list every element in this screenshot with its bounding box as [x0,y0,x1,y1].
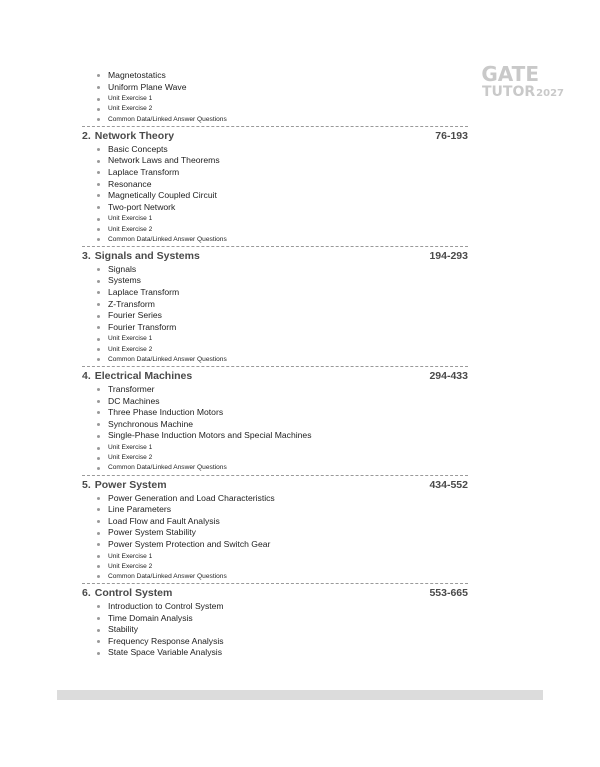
exercise-item-label: Unit Exercise 1 [108,95,153,103]
topic-item-label: Synchronous Machine [108,418,194,429]
topic-list [82,601,468,659]
section-title: Signals and Systems [94,249,200,262]
topic-item-label: Uniform Plane Wave [108,81,187,92]
section-page-range: 434-552 [429,478,468,491]
section-title-group [82,586,172,601]
topic-item [82,299,468,311]
section-title: Power System [94,478,167,491]
bullet-icon [97,400,100,403]
topic-item-label: Line Parameters [108,504,172,515]
topic-item-label: Laplace Transform [108,287,180,298]
logo-line-1: GATE [481,62,539,86]
bullet-icon [97,423,100,426]
bullet-icon [97,411,100,414]
exercise-item-label: Common Data/Linked Answer Questions [108,115,227,123]
exercise-item-label: Common Data/Linked Answer Questions [108,464,227,472]
topic-item [82,493,468,505]
bullet-icon [97,457,100,460]
topic-item-label: Single-Phase Induction Motors and Special Machines [108,430,312,441]
section-title: Electrical Machines [94,370,193,382]
intro-section [82,70,468,127]
section-title-group [82,129,174,144]
bullet-icon [97,543,100,546]
section-page-range: 194-293 [429,249,468,262]
bullet-icon [97,358,100,361]
toc-section [82,249,468,367]
bullet-icon [97,447,100,450]
bullet-icon [97,640,100,643]
bullet-icon [97,388,100,391]
section-divider [82,583,468,584]
bullet-icon [97,565,100,568]
exercise-item-label: Common Data/Linked Answer Questions [108,355,227,363]
logo-year: 2027 [536,88,564,99]
bullet-icon [97,575,100,578]
exercise-item-label: Unit Exercise 2 [108,454,153,462]
section-number: 2. [82,129,91,142]
exercise-item [82,235,468,245]
logo-line-2 [474,85,564,99]
topic-item [82,430,468,442]
section-divider [82,246,468,247]
exercise-item-label: Unit Exercise 1 [108,552,153,560]
toc-section [82,478,468,585]
bullet-icon [97,74,100,77]
exercise-item [82,572,468,582]
topic-item [82,516,468,528]
topic-item [82,624,468,636]
bullet-icon [97,326,100,329]
section-divider [82,126,468,127]
topic-item [82,310,468,322]
bullet-icon [97,497,100,500]
topic-item-label: Load Flow and Fault Analysis [108,515,220,526]
section-heading [82,586,468,601]
topic-item [82,202,468,214]
topic-item-label: Two-port Network [108,201,176,212]
sections-container [82,129,468,659]
section-title: Control System [94,587,173,600]
bullet-icon [97,118,100,121]
bullet-icon [97,652,100,655]
topic-item-label: Power System Protection and Switch Gear [108,538,271,549]
topic-item [82,407,468,419]
topic-item-label: DC Machines [108,395,160,406]
topic-item [82,190,468,202]
bullet-icon [97,218,100,221]
section-page-range: 553-665 [429,587,468,600]
footer-bar [57,690,543,700]
topic-item [82,636,468,648]
topic-item-label: Resonance [108,178,152,189]
topic-item [82,82,468,94]
bullet-icon [97,194,100,197]
topic-item-label: Z-Transform [108,298,155,309]
section-title-group [82,249,200,264]
toc-section [82,369,468,476]
exercise-item-label: Unit Exercise 2 [108,345,153,353]
bullet-icon [97,206,100,209]
bullet-icon [97,148,100,151]
topic-item-label: Time Domain Analysis [108,612,193,623]
topic-item [82,504,468,516]
topic-item [82,396,468,408]
section-divider [82,366,468,367]
section-title-group [82,369,192,384]
exercise-item-label: Unit Exercise 1 [108,215,153,223]
bullet-icon [97,160,100,163]
exercise-item [82,552,468,562]
topic-item [82,601,468,613]
bullet-icon [97,291,100,294]
exercise-list [82,552,468,583]
topic-item [82,613,468,625]
topic-item-label: Network Laws and Theorems [108,155,220,166]
bullet-icon [97,303,100,306]
topic-list [82,493,468,551]
exercise-item [82,453,468,463]
brand-logo [474,64,564,99]
topic-item [82,264,468,276]
exercise-item [82,355,468,365]
topic-item [82,322,468,334]
section-page-range: 294-433 [429,370,468,382]
section-title: Network Theory [94,129,175,142]
bullet-icon [97,315,100,318]
topic-list [82,384,468,442]
bullet-icon [97,508,100,511]
bullet-icon [97,532,100,535]
exercise-item-label: Common Data/Linked Answer Questions [108,235,227,243]
section-page-range: 76-193 [435,129,468,142]
section-heading [82,129,468,144]
topic-item [82,275,468,287]
bullet-icon [97,238,100,241]
bullet-icon [97,338,100,341]
exercise-item [82,94,468,104]
section-number: 4. [82,370,91,382]
exercise-item-label: Unit Exercise 1 [108,443,153,451]
exercise-item [82,115,468,125]
topic-item-label: Introduction to Control System [108,601,224,612]
topic-item-label: Systems [108,275,141,286]
topic-item-label: Fourier Transform [108,321,177,332]
bullet-icon [97,98,100,101]
topic-item-label: Basic Concepts [108,143,168,154]
toc-section [82,129,468,247]
bullet-icon [97,520,100,523]
topic-item [82,419,468,431]
topic-item-label: Magnetically Coupled Circuit [108,190,217,201]
exercise-item-label: Unit Exercise 2 [108,562,153,570]
topic-item-label: Magnetostatics [108,70,166,80]
section-heading [82,249,468,264]
bullet-icon [97,617,100,620]
section-divider [82,475,468,476]
exercise-item [82,463,468,473]
exercise-item [82,443,468,453]
section-number: 6. [82,587,91,600]
topic-item-label: Frequency Response Analysis [108,635,224,646]
section-number: 5. [82,478,91,491]
exercise-item [82,104,468,114]
section-heading [82,478,468,493]
topic-item [82,287,468,299]
topic-item [82,384,468,396]
intro-topic-list [82,70,468,93]
topic-item-label: State Space Variable Analysis [108,647,223,658]
topic-item [82,155,468,167]
bullet-icon [97,605,100,608]
exercise-list [82,214,468,245]
topic-list [82,264,468,334]
exercise-item [82,345,468,355]
section-number: 3. [82,249,91,262]
bullet-icon [97,555,100,558]
topic-item-label: Stability [108,624,139,635]
bullet-icon [97,467,100,470]
logo-word: TUTOR [482,84,536,100]
topic-item [82,167,468,179]
bullet-icon [97,171,100,174]
bullet-icon [97,435,100,438]
topic-item-label: Power Generation and Load Characteristics [108,492,275,503]
topic-item-label: Transformer [108,384,155,394]
topic-item [82,144,468,156]
bullet-icon [97,108,100,111]
intro-exercise-list [82,94,468,125]
exercise-item-label: Unit Exercise 2 [108,105,153,113]
exercise-item [82,562,468,572]
topic-item-label: Three Phase Induction Motors [108,407,224,418]
bullet-icon [97,183,100,186]
bullet-icon [97,268,100,271]
topic-item-label: Power System Stability [108,527,196,538]
exercise-item [82,225,468,235]
toc-section [82,586,468,659]
topic-item [82,539,468,551]
bullet-icon [97,348,100,351]
bullet-icon [97,629,100,632]
exercise-item [82,334,468,344]
bullet-icon [97,280,100,283]
topic-item-label: Signals [108,263,137,274]
exercise-item-label: Common Data/Linked Answer Questions [108,572,227,580]
topic-item-label: Fourier Series [108,310,162,321]
exercise-list [82,443,468,474]
exercise-item-label: Unit Exercise 1 [108,335,153,343]
bullet-icon [97,86,100,89]
bullet-icon [97,228,100,231]
exercise-item [82,214,468,224]
section-title-group [82,478,167,493]
topic-item-label: Laplace Transform [108,166,180,177]
topic-item [82,527,468,539]
table-of-contents [82,70,468,659]
topic-item [82,179,468,191]
exercise-item-label: Unit Exercise 2 [108,225,153,233]
exercise-list [82,334,468,365]
topic-item [82,647,468,659]
topic-item [82,70,468,82]
topic-list [82,144,468,214]
section-heading [82,369,468,384]
